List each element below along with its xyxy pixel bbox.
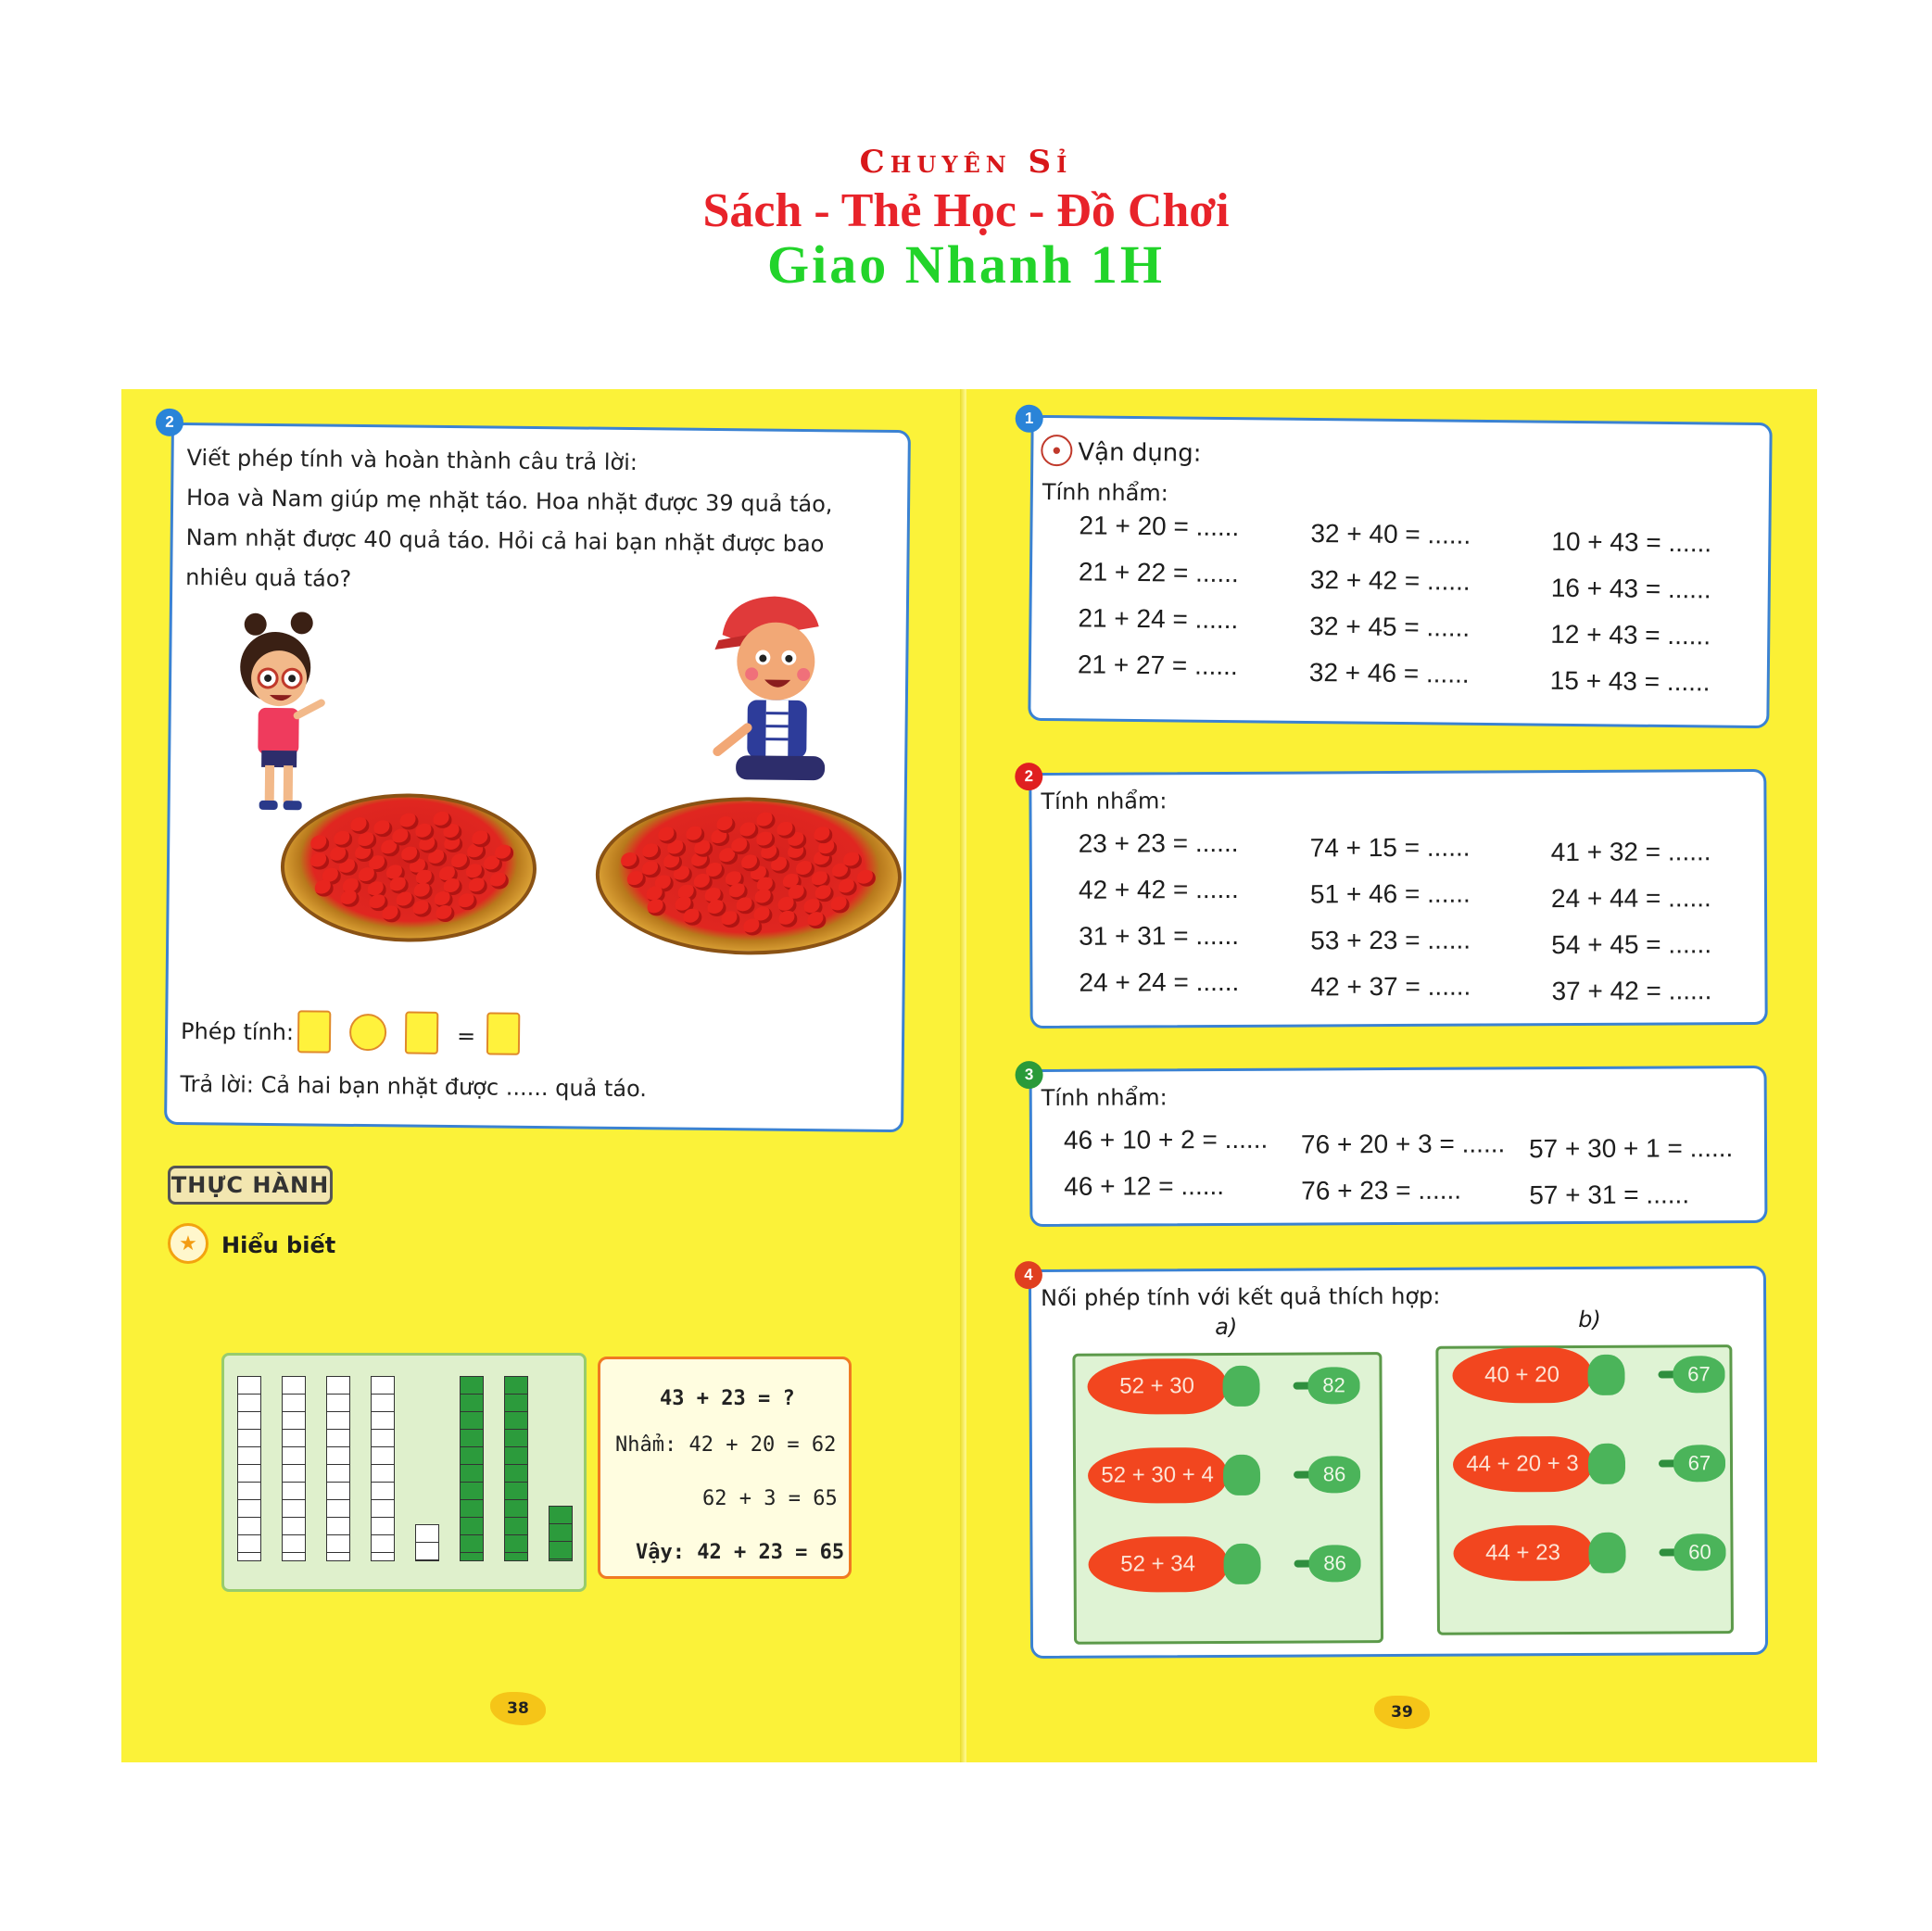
block-cell bbox=[372, 1395, 394, 1412]
math-expression[interactable]: 74 + 15 = ...... bbox=[1309, 832, 1471, 863]
block-cell bbox=[238, 1430, 260, 1447]
ten-block-column bbox=[326, 1376, 350, 1561]
block-cell bbox=[372, 1412, 394, 1430]
block-cell bbox=[461, 1395, 483, 1412]
apple bbox=[721, 911, 739, 928]
math-expression[interactable]: 57 + 31 = ...... bbox=[1529, 1180, 1690, 1210]
exercise-1-subtitle: Tính nhẩm: bbox=[1042, 478, 1169, 507]
result-leaf[interactable]: 86 bbox=[1308, 1456, 1360, 1493]
block-cell bbox=[372, 1377, 394, 1395]
carrot-leaves-icon bbox=[1223, 1455, 1260, 1496]
apple bbox=[830, 896, 849, 913]
calc-step-1: Nhẩm: 42 + 20 = 62 bbox=[615, 1433, 837, 1457]
result-leaf[interactable]: 60 bbox=[1673, 1533, 1725, 1571]
ten-block-column bbox=[237, 1376, 261, 1561]
ten-block-column bbox=[282, 1376, 306, 1561]
block-cell bbox=[238, 1377, 260, 1395]
exercise-2-subtitle: Tính nhẩm: bbox=[1041, 788, 1168, 815]
block-cell bbox=[327, 1430, 349, 1447]
exercise-3-panel bbox=[1024, 1066, 1768, 1227]
math-expression[interactable]: 32 + 40 = ...... bbox=[1310, 518, 1471, 549]
math-expression[interactable]: 10 + 43 = ...... bbox=[1551, 526, 1712, 558]
book-page-right bbox=[966, 389, 1817, 1762]
calc-question: 43 + 23 = ? bbox=[660, 1387, 795, 1410]
block-cell bbox=[549, 1524, 572, 1542]
math-expression[interactable]: 23 + 23 = ...... bbox=[1078, 827, 1239, 858]
ten-block-column bbox=[460, 1376, 484, 1561]
block-cell bbox=[283, 1395, 305, 1412]
question-line-2: Hoa và Nam giúp mẹ nhặt táo. Hoa nhặt được 39 quả táo, bbox=[185, 485, 833, 518]
apple bbox=[686, 826, 704, 842]
apple bbox=[495, 844, 513, 861]
block-cell bbox=[505, 1483, 527, 1500]
block-cell bbox=[549, 1542, 572, 1559]
practice-tag: THỰC HÀNH bbox=[168, 1166, 333, 1205]
block-cell bbox=[283, 1447, 305, 1465]
understanding-label: Hiểu biết bbox=[221, 1232, 336, 1258]
carrot-leaves-icon bbox=[1588, 1533, 1625, 1573]
promo-line-products: Sách - Thẻ Học - Đồ Chơi bbox=[702, 184, 1230, 237]
apple bbox=[459, 893, 477, 910]
math-expression[interactable]: 16 + 43 = ...... bbox=[1550, 573, 1711, 604]
apples-right bbox=[174, 425, 908, 433]
block-cell bbox=[327, 1535, 349, 1553]
result-leaf[interactable]: 86 bbox=[1308, 1545, 1360, 1582]
calc-step-2: 62 + 3 = 65 bbox=[702, 1487, 838, 1510]
math-expression[interactable]: 32 + 46 = ...... bbox=[1308, 657, 1470, 688]
block-cell bbox=[461, 1465, 483, 1483]
block-cell bbox=[327, 1500, 349, 1518]
block-cell bbox=[549, 1507, 572, 1524]
block-cell bbox=[372, 1518, 394, 1535]
apple bbox=[743, 918, 762, 935]
operator-circle[interactable] bbox=[349, 1014, 386, 1051]
carrot-leaves-icon bbox=[1223, 1544, 1260, 1584]
block-cell bbox=[416, 1543, 438, 1560]
block-cell bbox=[327, 1395, 349, 1412]
page-number-39: 39 bbox=[1374, 1696, 1430, 1729]
block-cell bbox=[461, 1430, 483, 1447]
promo-line-wholesale: Chuyên Sỉ bbox=[859, 144, 1073, 181]
math-expression[interactable]: 41 + 32 = ...... bbox=[1550, 837, 1711, 867]
block-cell bbox=[461, 1500, 483, 1518]
math-expression[interactable]: 32 + 42 = ...... bbox=[1309, 564, 1471, 596]
result-leaf[interactable]: 82 bbox=[1307, 1367, 1359, 1404]
math-expression[interactable]: 54 + 45 = ...... bbox=[1551, 929, 1712, 960]
math-expression[interactable]: 46 + 12 = ...... bbox=[1064, 1170, 1225, 1201]
girl-illustration bbox=[197, 611, 329, 825]
page-number-38: 38 bbox=[490, 1692, 546, 1725]
math-expression[interactable]: 21 + 22 = ...... bbox=[1078, 557, 1239, 588]
block-cell bbox=[505, 1395, 527, 1412]
carrot-expression[interactable]: 52 + 30 bbox=[1087, 1358, 1226, 1415]
block-cell bbox=[461, 1412, 483, 1430]
apple bbox=[490, 872, 509, 889]
block-cell bbox=[505, 1535, 527, 1553]
apple bbox=[658, 827, 676, 844]
exercise-2-panel-right bbox=[1024, 767, 1767, 1029]
result-leaf[interactable]: 67 bbox=[1673, 1356, 1724, 1393]
question-line-3: Nam nhặt được 40 quả táo. Hỏi cả hai bạn nhặt được bao bbox=[185, 524, 825, 558]
block-cell bbox=[461, 1518, 483, 1535]
apple bbox=[777, 821, 795, 838]
part-b-label: b) bbox=[1578, 1306, 1601, 1332]
math-expression[interactable]: 12 + 43 = ...... bbox=[1550, 619, 1711, 650]
block-cell bbox=[461, 1483, 483, 1500]
block-cell bbox=[505, 1412, 527, 1430]
block-cell bbox=[238, 1535, 260, 1553]
block-cell bbox=[461, 1535, 483, 1553]
ten-block-column bbox=[504, 1376, 528, 1561]
math-expression[interactable]: 15 + 43 = ...... bbox=[1549, 665, 1711, 697]
math-expression[interactable]: 24 + 44 = ...... bbox=[1550, 883, 1711, 914]
block-cell bbox=[505, 1377, 527, 1395]
block-cell bbox=[327, 1465, 349, 1483]
block-cell bbox=[372, 1465, 394, 1483]
apple bbox=[396, 891, 414, 908]
equals-sign: = bbox=[456, 1023, 476, 1050]
carrot-expression[interactable]: 44 + 23 bbox=[1453, 1525, 1592, 1582]
block-cell bbox=[283, 1483, 305, 1500]
unit-blocks bbox=[549, 1506, 573, 1561]
operation-box-1[interactable] bbox=[297, 1010, 331, 1053]
carrot-expression[interactable]: 52 + 34 bbox=[1088, 1536, 1227, 1593]
block-cell bbox=[372, 1535, 394, 1553]
apple bbox=[415, 823, 434, 839]
block-cell bbox=[327, 1377, 349, 1395]
result-leaf[interactable]: 67 bbox=[1673, 1445, 1725, 1482]
carrot-expression[interactable]: 44 + 20 + 3 bbox=[1453, 1436, 1592, 1493]
block-cell bbox=[372, 1483, 394, 1500]
block-cell bbox=[505, 1447, 527, 1465]
block-cell bbox=[283, 1430, 305, 1447]
block-cell bbox=[238, 1447, 260, 1465]
apple bbox=[621, 852, 639, 869]
math-expression[interactable]: 37 + 42 = ...... bbox=[1551, 976, 1712, 1006]
carrot-expression[interactable]: 40 + 20 bbox=[1452, 1347, 1591, 1404]
block-cell bbox=[372, 1447, 394, 1465]
apple bbox=[815, 885, 834, 902]
apple bbox=[857, 870, 876, 887]
ten-block-column bbox=[371, 1376, 395, 1561]
calc-conclusion: Vậy: 42 + 23 = 65 bbox=[636, 1541, 845, 1564]
block-cell bbox=[283, 1465, 305, 1483]
question-line-1: Viết phép tính và hoàn thành câu trả lời: bbox=[186, 445, 638, 476]
math-expression[interactable]: 57 + 30 + 1 = ...... bbox=[1528, 1133, 1734, 1164]
exercise-3-subtitle: Tính nhẩm: bbox=[1041, 1084, 1168, 1112]
block-cell bbox=[238, 1500, 260, 1518]
block-cell bbox=[461, 1447, 483, 1465]
promo-line-delivery: Giao Nhanh 1H bbox=[767, 234, 1165, 295]
math-expression[interactable]: 21 + 20 = ...... bbox=[1079, 511, 1240, 542]
block-cell bbox=[416, 1525, 438, 1543]
operation-box-2[interactable] bbox=[405, 1012, 438, 1054]
carrot-leaves-icon bbox=[1222, 1366, 1259, 1407]
math-expression[interactable]: 21 + 27 = ...... bbox=[1077, 650, 1238, 681]
math-expression[interactable]: 42 + 37 = ...... bbox=[1310, 971, 1471, 1002]
lightbulb-icon: ★ bbox=[168, 1223, 208, 1264]
block-cell bbox=[461, 1377, 483, 1395]
apples-left bbox=[174, 425, 908, 433]
exercise-number-badge: 1 bbox=[1016, 405, 1043, 433]
block-cell bbox=[238, 1395, 260, 1412]
exercise-4-panel bbox=[1024, 1266, 1768, 1659]
exercise-number-badge: 2 bbox=[156, 409, 183, 436]
block-cell bbox=[327, 1518, 349, 1535]
apple bbox=[350, 817, 369, 834]
apple bbox=[683, 908, 701, 925]
apple bbox=[314, 880, 333, 897]
unit-blocks bbox=[415, 1524, 439, 1561]
apple bbox=[626, 871, 645, 888]
block-cell bbox=[372, 1430, 394, 1447]
exercise-1-title: Vận dụng: bbox=[1078, 438, 1202, 468]
block-cell bbox=[283, 1412, 305, 1430]
math-expression[interactable]: 76 + 20 + 3 = ...... bbox=[1300, 1129, 1506, 1159]
block-cell bbox=[238, 1412, 260, 1430]
apple bbox=[358, 832, 376, 849]
block-cell bbox=[283, 1500, 305, 1518]
apple bbox=[334, 831, 352, 848]
apple bbox=[807, 912, 826, 928]
exercise-number-badge: 4 bbox=[1015, 1261, 1042, 1289]
part-a-label: a) bbox=[1215, 1313, 1238, 1341]
apple bbox=[756, 812, 775, 828]
carrot-leaves-icon bbox=[1587, 1355, 1624, 1395]
block-cell bbox=[327, 1412, 349, 1430]
math-expression[interactable]: 53 + 23 = ...... bbox=[1310, 925, 1471, 955]
block-cell bbox=[238, 1465, 260, 1483]
boy-illustration bbox=[699, 588, 849, 803]
block-cell bbox=[238, 1483, 260, 1500]
book-page-left bbox=[121, 389, 965, 1762]
apple bbox=[383, 905, 401, 922]
block-cell bbox=[505, 1518, 527, 1535]
carrot-expression[interactable]: 52 + 30 + 4 bbox=[1088, 1447, 1227, 1504]
mental-calculation-panel bbox=[598, 1357, 852, 1579]
exercise-number-badge: 2 bbox=[1015, 763, 1042, 790]
exercise-2-panel bbox=[164, 412, 911, 1132]
math-expression[interactable]: 32 + 45 = ...... bbox=[1309, 611, 1471, 642]
exercise-number-badge: 3 bbox=[1016, 1061, 1043, 1089]
exercise-4-subtitle: Nối phép tính với kết quả thích hợp: bbox=[1040, 1282, 1441, 1312]
block-cell bbox=[327, 1447, 349, 1465]
math-expression[interactable]: 42 + 42 = ...... bbox=[1078, 874, 1239, 904]
block-cell bbox=[372, 1500, 394, 1518]
question-line-4: nhiêu quả táo? bbox=[185, 564, 352, 592]
answer-line: Trả lời: Cả hai bạn nhặt được ...... quả táo. bbox=[180, 1070, 648, 1103]
apple bbox=[736, 897, 754, 914]
worm-icon: ● bbox=[1041, 435, 1072, 466]
block-cell bbox=[238, 1518, 260, 1535]
block-cell bbox=[327, 1483, 349, 1500]
place-value-blocks-panel bbox=[221, 1353, 587, 1592]
math-expression[interactable]: 21 + 24 = ...... bbox=[1078, 603, 1239, 635]
math-expression[interactable]: 31 + 31 = ...... bbox=[1079, 920, 1240, 951]
math-expression[interactable]: 46 + 10 + 2 = ...... bbox=[1063, 1124, 1269, 1155]
block-cell bbox=[283, 1535, 305, 1553]
carrot-leaves-icon bbox=[1588, 1444, 1625, 1484]
apple bbox=[716, 816, 735, 833]
apple bbox=[330, 846, 348, 863]
operation-result-box[interactable] bbox=[486, 1012, 520, 1054]
apple bbox=[413, 883, 432, 900]
block-cell bbox=[283, 1377, 305, 1395]
math-expression[interactable]: 51 + 46 = ...... bbox=[1309, 878, 1471, 909]
operation-label: Phép tính: bbox=[180, 1017, 295, 1046]
block-cell bbox=[283, 1518, 305, 1535]
block-cell bbox=[505, 1430, 527, 1447]
exercise-1-panel bbox=[1024, 409, 1772, 728]
block-cell bbox=[505, 1465, 527, 1483]
math-expression[interactable]: 24 + 24 = ...... bbox=[1079, 966, 1240, 997]
math-expression[interactable]: 76 + 23 = ...... bbox=[1301, 1175, 1462, 1205]
block-cell bbox=[505, 1500, 527, 1518]
